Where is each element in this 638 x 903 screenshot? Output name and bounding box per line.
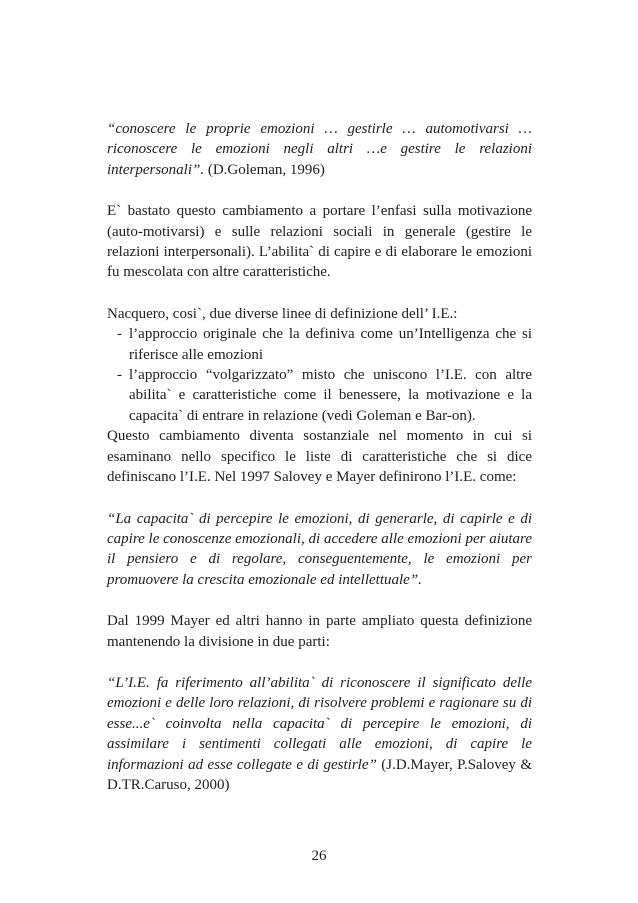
definition-lines-intro: Nacquero, cosi`, due diverse linee di definizione dell’ I.E.: bbox=[107, 305, 458, 322]
list-dash: - bbox=[117, 367, 122, 384]
goleman-quote: “conoscere le proprie emozioni … gestirle … automotivarsi … riconoscere le emozioni negli altri …e gestire le relazioni interpersonali”. bbox=[107, 121, 532, 178]
substantial-change-paragraph: Questo cambiamento diventa sostanziale nel momento in cui si esaminano nello specifico le liste di caratteristiche che si dice definiscano l’I.E. Nel 1997 Salovey e Mayer definirono l’I.E. come: bbox=[107, 428, 532, 486]
definition-lines-list bbox=[107, 324, 532, 426]
mayer-2000-quote: “L’I.E. fa riferimento all’abilita` di riconoscere il significato delle emozioni e delle loro relazioni, di risolvere problemi e ragionare su di esse...e` coinvolta nella capacita` di percepire le emozioni, di assimilare i sentimenti collegati alle emozioni, di capire le informazioni ad esse collegate e di gestirle” bbox=[107, 674, 532, 773]
motivation-paragraph: E` bastato questo cambiamento a portare l’enfasi sulla motivazione (auto-motivarsi) e sulle relazioni sociali in generale (gestire le relazioni interpersonali). L’abilita` di capire e di elaborare le emozioni fu mescolata con altre caratteristiche. bbox=[107, 203, 532, 281]
list-item-text: l’approccio “volgarizzato” misto che uniscono l’I.E. con altre abilita` e caratteristiche come il benessere, la motivazione e la capacita` di entrare in relazione (vedi Goleman e Bar-on). bbox=[129, 367, 532, 424]
page-number: 26 bbox=[311, 848, 327, 864]
list-dash: - bbox=[117, 326, 122, 343]
mayer-2000-citation: (J.D.Mayer, P.Salovey & D.TR.Caruso, 2000) bbox=[107, 756, 532, 793]
mayer-1999-paragraph: Dal 1999 Mayer ed altri hanno in parte ampliato questa definizione mantenendo la divisione in due parti: bbox=[107, 613, 532, 650]
page-body bbox=[107, 119, 532, 816]
list-item bbox=[107, 365, 532, 426]
salovey-mayer-quote: “La capacita` di percepire le emozioni, di generarle, di capirle e di capire le conoscenze emozionali, di accedere alle emozioni per aiutare il pensiero e di regolare, conseguentemente, le emozioni per promuovere la crescita emozionale ed intellettuale”. bbox=[107, 510, 532, 588]
list-item-text: l’approccio originale che la definiva come un’Intelligenza che si riferisce alle emozioni bbox=[129, 326, 532, 363]
goleman-quote-paragraph bbox=[107, 119, 532, 180]
list-item bbox=[107, 324, 532, 365]
mayer-2000-quote-paragraph bbox=[107, 673, 532, 795]
goleman-citation: (D.Goleman, 1996) bbox=[204, 161, 325, 178]
